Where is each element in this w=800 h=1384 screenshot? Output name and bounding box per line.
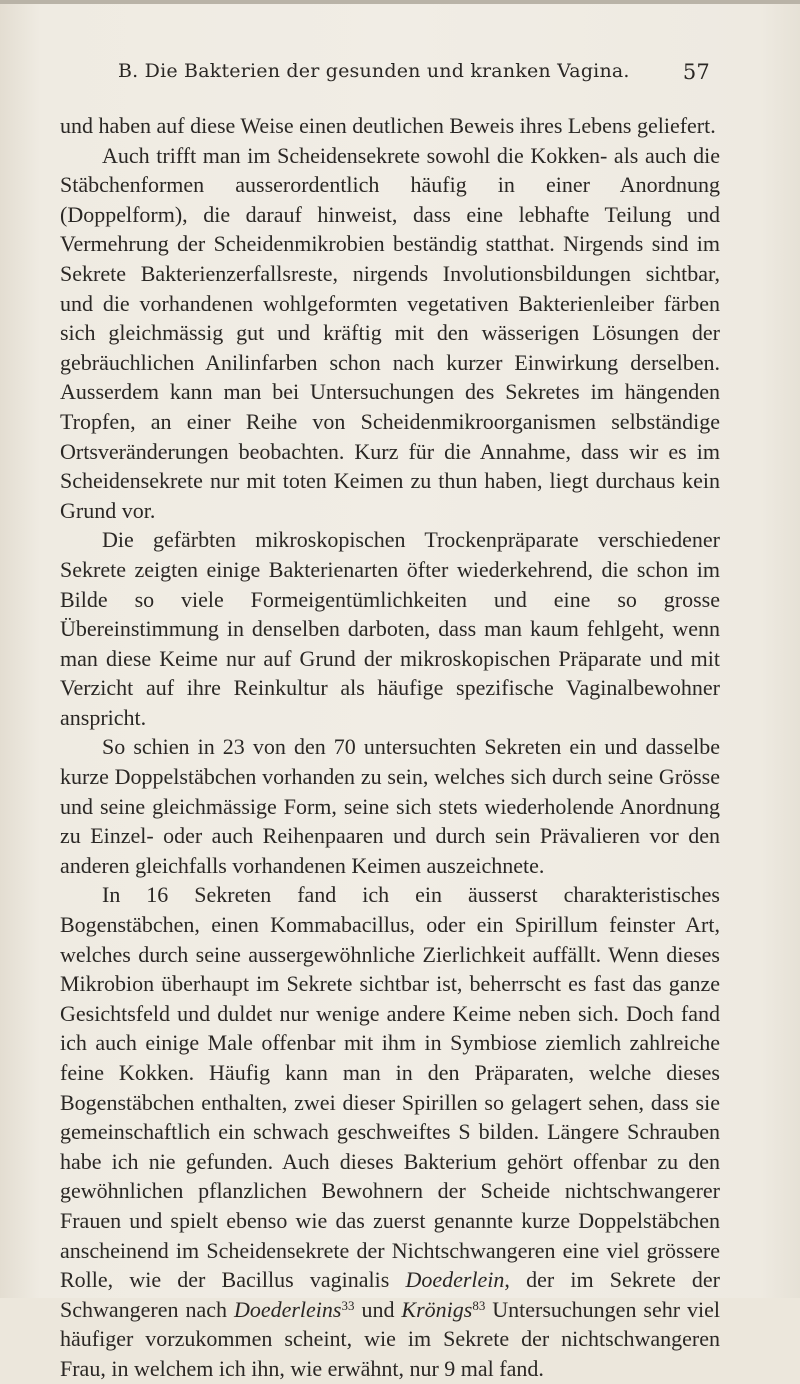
reference-marker-83: 83 — [472, 1297, 486, 1313]
paragraph-5-text-c: und — [354, 1296, 402, 1322]
paragraph-5 — [60, 880, 720, 1383]
scan-edge — [0, 0, 800, 4]
author-name-doederleins: Doederleins — [233, 1296, 342, 1322]
paragraph-5-text-d: Untersuchungen sehr viel häufiger vorzukommen scheint, wie im Sekrete der nichtschwangeren Frau, in welchem ich ihn, wie erwähnt, nur 9 mal fand. — [60, 1296, 720, 1381]
paragraph-4: So schien in 23 von den 70 untersuchten Sekreten ein und dasselbe kurze Doppelstäbchen vorhanden zu sein, welches sich durch seine Grösse und seine gleichmässige Form, seine sich stets wiederholende Anordnung zu Einzel- oder auch Reihenpaaren und durch sein Prävalieren vor den anderen gleichfalls vorhandenen Keimen auszeichnete. — [60, 734, 720, 878]
paragraph-1: und haben auf diese Weise einen deutlichen Beweis ihres Lebens geliefert. — [60, 113, 716, 138]
paragraph-2: Auch trifft man im Scheidensekrete sowohl die Kokken- als auch die Stäbchenformen ausserordentlich häufig in einer Anordnung (Doppelform), die darauf hinweist, dass eine lebhafte Teilung und Vermehrung der Scheidenmikrobien beständig statthat. Nirgends sind im Sekrete Bakterienzerfallsreste, nirgends Involutionsbildungen sichtbar, und die vorhandenen wohlgeformten vegetativen Bakterienleiber färben sich gleichmässig gut und kräftig mit den wässerigen Lösungen der gebräuchlichen Anilinfarben schon nach kurzer Einwirkung derselben. Ausserdem kann man bei Untersuchungen des Sekretes im hängenden Tropfen, an einer Reihe von Scheidenmikroorganismen selbständige Ortsveränderungen beobachten. Kurz für die Annahme, dass wir es im Scheidensekrete nur mit toten Keimen zu thun haben, liegt durchaus kein Grund vor. — [60, 142, 720, 523]
body-text — [60, 111, 720, 1384]
paragraph-5-text-a: In 16 Sekreten fand ich ein äusserst charakteristisches Bogenstäbchen, einen Kommabacillus, oder ein Spirillum feinster Art, welches durch seine aussergewöhnliche Zierlichkeit auffällt. Wenn dieses Mikrobion überhaupt im Sekrete sichtbar ist, beherrscht es fast das ganze Gesichtsfeld und duldet nur wenige andere Keime neben sich. Doch fand ich auch einige Male offenbar mit ihm in Symbiose ziemlich zahlreiche feine Kokken. Häufig kann man in den Präparaten, welche dieses Bogenstäbchen enthalten, zwei dieser Spirillen so gelagert sehen, dass sie gemeinschaftlich ein schwach geschweiftes S bilden. Längere Schrauben habe ich nie gefunden. Auch dieses Bakterium gehört offenbar zu den gewöhnlichen pflanzlichen Bewohnern der Scheide nichtschwangerer Frauen und spielt ebenso wie das zuerst genannte kurze Doppelstäbchen anscheinend im Scheidensekrete der Nichtschwangeren eine viel grössere Rolle, wie der Bacillus vaginalis — [60, 882, 720, 1293]
paragraph-5-text-b: , der im Sekrete der Schwangeren nach — [60, 1267, 720, 1322]
page-number: 57 — [682, 60, 710, 84]
paragraph-3: Die gefärbten mikroskopischen Trockenpräparate verschiedener Sekrete zeigten einige Bakterienarten öfter wiederkehrend, die schon im Bilde so viele Formeigentümlichkeiten und eine so grosse Übereinstimmung in denselben darboten, dass man kaum fehlgeht, wenn man diese Keime nur auf Grund der mikroskopischen Präparate und mit Verzicht auf ihre Reinkultur als häufige spezifische Vaginalbewohner anspricht. — [60, 527, 720, 730]
reference-marker-33: 33 — [341, 1297, 355, 1313]
page-header — [118, 60, 710, 90]
running-title: B. Die Bakterien der gesunden und kranken Vagina. — [118, 60, 630, 82]
author-name-doederlein: Doederlein — [405, 1267, 505, 1293]
author-name-kroenigs: Krönigs — [401, 1296, 473, 1322]
